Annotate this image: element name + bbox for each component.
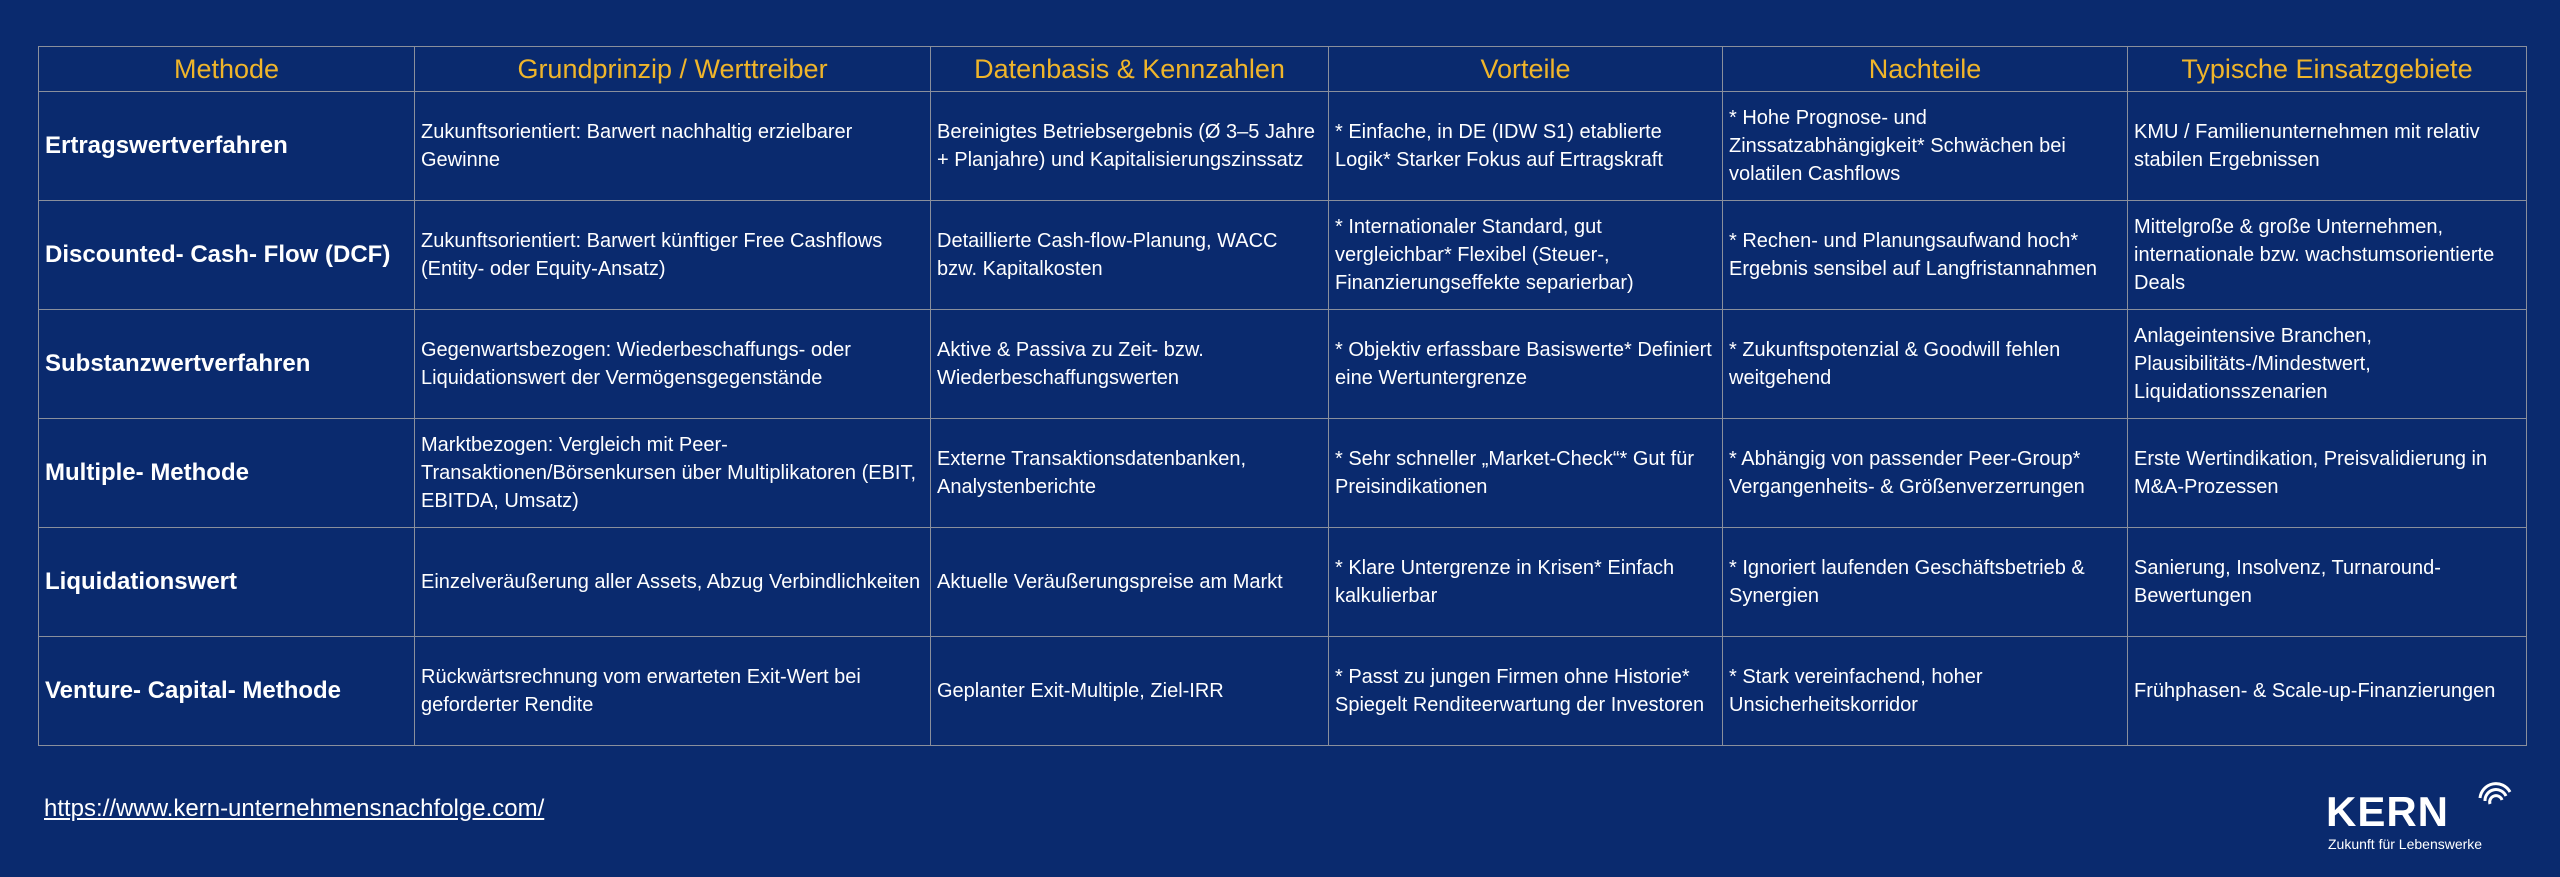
cell-datenbasis: Detaillierte Cash-flow-Planung, WACC bzw. Kapitalkosten (931, 201, 1329, 310)
cell-nachteile: * Hohe Prognose- und Zinssatzabhängigkeit* Schwächen bei volatilen Cashflows (1723, 92, 2128, 201)
cell-vorteile: * Klare Untergrenze in Krisen* Einfach kalkulierbar (1329, 528, 1723, 637)
valuation-methods-table-container (38, 46, 2526, 746)
cell-nachteile: * Ignoriert laufenden Geschäftsbetrieb & Synergien (1723, 528, 2128, 637)
header-datenbasis: Datenbasis & Kennzahlen (931, 47, 1329, 92)
website-link[interactable]: https://www.kern-unternehmensnachfolge.com/ (44, 795, 545, 822)
cell-nachteile: * Zukunftspotenzial & Goodwill fehlen weitgehend (1723, 310, 2128, 419)
cell-einsatzgebiete: KMU / Familienunternehmen mit relativ stabilen Ergebnissen (2128, 92, 2527, 201)
logo-slogan: Zukunft für Lebenswerke (2328, 836, 2483, 852)
cell-vorteile: * Objektiv erfassbare Basiswerte* Definiert eine Wertuntergrenze (1329, 310, 1723, 419)
cell-einsatzgebiete: Anlageintensive Branchen, Plausibilitäts-/Mindestwert, Liquidationsszenarien (2128, 310, 2527, 419)
cell-vorteile: * Sehr schneller „Market-Check“* Gut für Preisindikationen (1329, 419, 1723, 528)
table-row (39, 92, 2527, 201)
cell-einsatzgebiete: Frühphasen- & Scale-up-Finanzierungen (2128, 637, 2527, 746)
cell-methode: Liquidationswert (39, 528, 415, 637)
table-row (39, 637, 2527, 746)
cell-grundprinzip: Zukunftsorientiert: Barwert nachhaltig erzielbarer Gewinne (415, 92, 931, 201)
cell-grundprinzip: Zukunftsorientiert: Barwert künftiger Free Cashflows (Entity- oder Equity-Ansatz) (415, 201, 931, 310)
cell-grundprinzip: Rückwärtsrechnung vom erwarteten Exit-Wert bei geforderter Rendite (415, 637, 931, 746)
cell-grundprinzip: Gegenwartsbezogen: Wiederbeschaffungs- oder Liquidationswert der Vermögensgegenstände (415, 310, 931, 419)
cell-grundprinzip: Einzelveräußerung aller Assets, Abzug Verbindlichkeiten (415, 528, 931, 637)
cell-einsatzgebiete: Mittelgroße & große Unternehmen, internationale bzw. wachstumsorientierte Deals (2128, 201, 2527, 310)
cell-nachteile: * Abhängig von passender Peer-Group* Vergangenheits- & Größenverzerrungen (1723, 419, 2128, 528)
cell-nachteile: * Stark vereinfachend, hoher Unsicherheitskorridor (1723, 637, 2128, 746)
cell-methode: Substanzwertverfahren (39, 310, 415, 419)
header-einsatzgebiete: Typische Einsatzgebiete (2128, 47, 2527, 92)
kern-logo (2326, 778, 2526, 853)
cell-einsatzgebiete: Erste Wertindikation, Preisvalidierung in M&A-Prozessen (2128, 419, 2527, 528)
header-vorteile: Vorteile (1329, 47, 1723, 92)
cell-methode: Discounted- Cash- Flow (DCF) (39, 201, 415, 310)
table-row (39, 528, 2527, 637)
cell-vorteile: * Passt zu jungen Firmen ohne Historie* Spiegelt Renditeerwartung der Investoren (1329, 637, 1723, 746)
cell-methode: Multiple- Methode (39, 419, 415, 528)
cell-grundprinzip: Marktbezogen: Vergleich mit Peer-Transaktionen/Börsenkursen über Multiplikatoren (EBIT, EBITDA, Umsatz) (415, 419, 931, 528)
valuation-methods-table (38, 46, 2527, 746)
table-row (39, 201, 2527, 310)
cell-datenbasis: Aktive & Passiva zu Zeit- bzw. Wiederbeschaffungswerten (931, 310, 1329, 419)
table-row (39, 310, 2527, 419)
table-header-row (39, 47, 2527, 92)
header-methode: Methode (39, 47, 415, 92)
header-nachteile: Nachteile (1723, 47, 2128, 92)
cell-datenbasis: Bereinigtes Betriebsergebnis (Ø 3–5 Jahre + Planjahre) und Kapitalisierungszinssatz (931, 92, 1329, 201)
table-row (39, 419, 2527, 528)
cell-methode: Venture- Capital- Methode (39, 637, 415, 746)
cell-einsatzgebiete: Sanierung, Insolvenz, Turnaround-Bewertungen (2128, 528, 2527, 637)
cell-datenbasis: Aktuelle Veräußerungspreise am Markt (931, 528, 1329, 637)
header-grundprinzip: Grundprinzip / Werttreiber (415, 47, 931, 92)
cell-datenbasis: Externe Transaktionsdatenbanken, Analystenberichte (931, 419, 1329, 528)
kern-arc-logo-icon (2476, 778, 2516, 808)
cell-methode: Ertragswertverfahren (39, 92, 415, 201)
cell-vorteile: * Internationaler Standard, gut vergleichbar* Flexibel (Steuer-, Finanzierungseffekte separierbar) (1329, 201, 1723, 310)
cell-datenbasis: Geplanter Exit-Multiple, Ziel-IRR (931, 637, 1329, 746)
cell-vorteile: * Einfache, in DE (IDW S1) etablierte Logik* Starker Fokus auf Ertragskraft (1329, 92, 1723, 201)
logo-wordmark: KERN (2326, 788, 2450, 835)
cell-nachteile: * Rechen- und Planungsaufwand hoch* Ergebnis sensibel auf Langfristannahmen (1723, 201, 2128, 310)
